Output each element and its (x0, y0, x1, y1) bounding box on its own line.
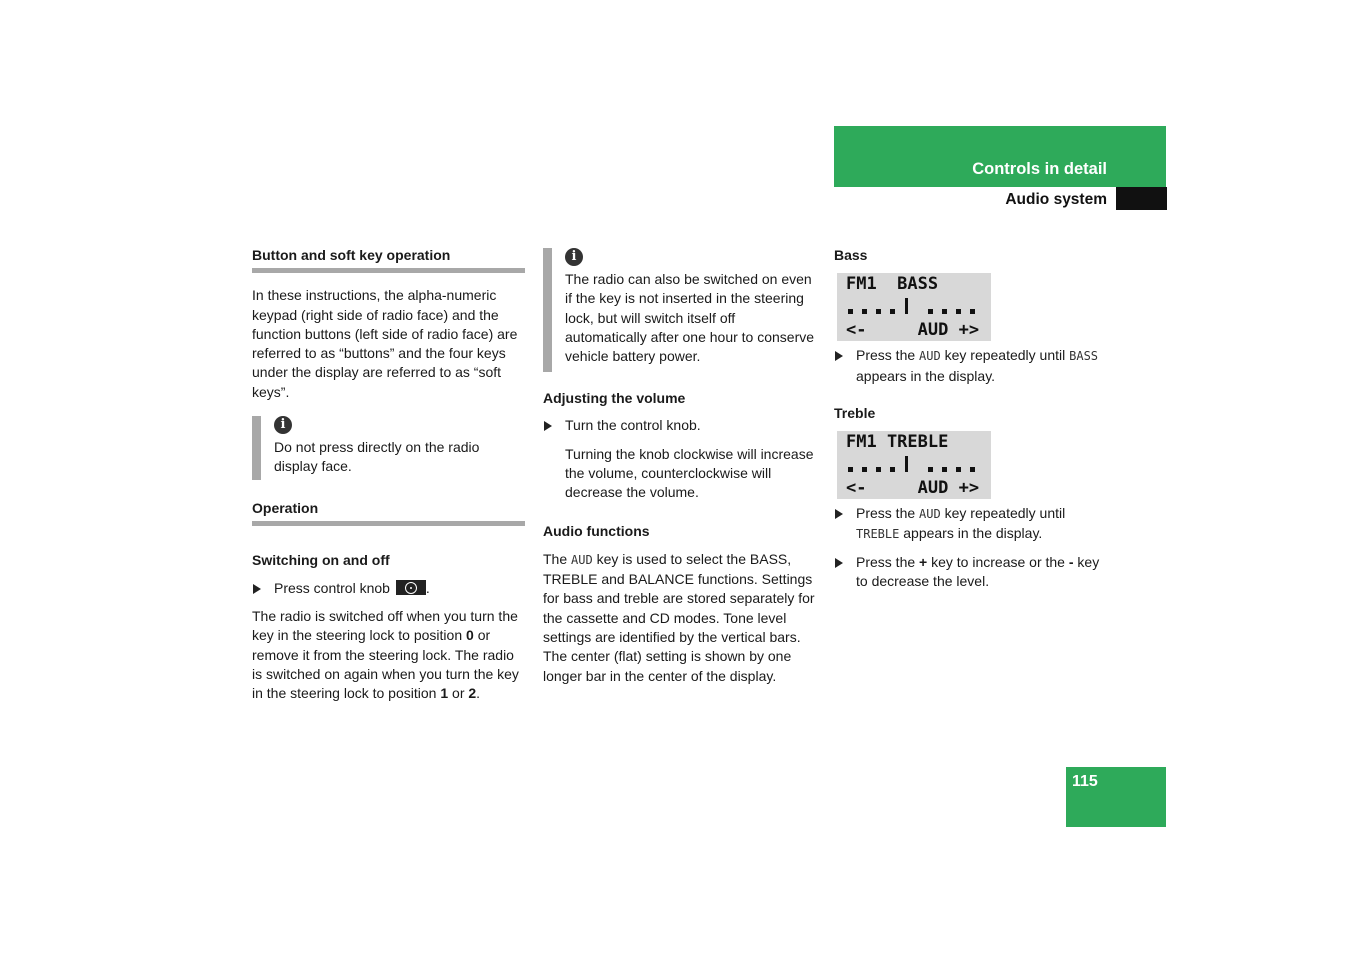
lcd-line-3: <- AUD +> (846, 320, 980, 341)
page-number-box (1066, 767, 1166, 827)
aud-key-label: AUD (919, 349, 941, 364)
info-icon: i (274, 416, 292, 434)
info-bar (543, 248, 552, 372)
lcd-display-bass (837, 273, 991, 341)
text: appears in the display. (899, 525, 1043, 542)
bass-display-label: BASS (1069, 349, 1099, 364)
text: or remove it from the steering lock. The radio is switched on again when you turn the key in the steering lock to position (252, 627, 519, 702)
lcd-display-treble (837, 431, 991, 499)
text: . (476, 685, 481, 702)
aud-key-label: AUD (571, 552, 593, 567)
bullet-arrow-icon (835, 558, 843, 568)
heading-operation: Operation (252, 499, 525, 526)
paragraph-volume: Turning the knob clockwise will increase the volume, counterclockwise will decrease the volume. (565, 445, 814, 501)
info-box-2 (543, 248, 816, 372)
text: key to decrease the level. (856, 553, 1100, 590)
bullet-turn-knob (543, 416, 816, 435)
text: key repeatedly until (940, 347, 1070, 364)
text: key to increase or the (927, 553, 1069, 570)
bullet-arrow-icon (835, 351, 843, 361)
text: or (448, 685, 469, 702)
aud-key-label: AUD (919, 507, 941, 522)
position-1: 1 (440, 685, 449, 702)
bullet-arrow-icon (835, 509, 843, 519)
lcd-center-bar (905, 298, 908, 314)
info-icon: i (565, 248, 583, 266)
column-2 (543, 248, 816, 686)
position-0: 0 (466, 627, 474, 644)
paragraph-switching (252, 607, 525, 703)
section-title: Controls in detail (972, 160, 1107, 178)
heading-audio-functions: Audio functions (543, 523, 650, 540)
position-2: 2 (468, 685, 477, 702)
bullet-end: . (425, 579, 430, 596)
bullet-arrow-icon (253, 584, 261, 594)
bullet-bass (834, 346, 1107, 386)
heading-adjust-volume: Adjusting the volume (543, 390, 686, 406)
text: The (543, 550, 572, 567)
lcd-line-3: <- AUD +> (846, 478, 980, 499)
text: Press the (856, 505, 920, 522)
text: key is used to select the BASS, TREBLE and BALANCE functions. Settings for bass and treble are stored separately for the cassette and CD modes. Tone level settings are identified by the vertical bars. The center (flat) setting is shown by one longer bar in the center of the display. (543, 550, 815, 684)
column-1 (252, 246, 525, 703)
page-number: 115 (1072, 773, 1098, 790)
bullet-arrow-icon (544, 421, 552, 431)
bullet-text: Press control knob (274, 579, 390, 596)
section-subtitle: Audio system (1005, 191, 1107, 208)
bullet-treble (834, 504, 1107, 545)
plus-key: + (919, 553, 928, 570)
text: Press the (856, 553, 920, 570)
bullet-press-knob (252, 579, 525, 598)
paragraph-audio-functions (543, 550, 816, 686)
info-box-1 (252, 416, 525, 480)
bullet-text: Turn the control knob. (565, 417, 701, 434)
minus-key: - (1068, 553, 1074, 570)
column-3 (834, 246, 1107, 591)
control-knob-icon (396, 580, 426, 595)
header-tab-marker (1116, 187, 1167, 210)
info-bar (252, 416, 261, 480)
bullet-level (834, 553, 1107, 592)
text: key repeatedly until (940, 505, 1066, 522)
lcd-line-1: FM1 BASS (846, 274, 939, 295)
treble-display-label: TREBLE (856, 527, 900, 542)
text: appears in the display. (856, 367, 996, 384)
lcd-line-1: FM1 TREBLE (846, 432, 949, 453)
paragraph-buttons: In these instructions, the alpha-numeric keypad (right side of radio face) and the function buttons (left side of radio face) are referred to as “buttons” and the four keys under the display are referred to as “soft keys”. (252, 287, 518, 400)
text: Press the (856, 347, 920, 364)
heading-treble: Treble (834, 404, 876, 421)
heading-switching: Switching on and off (252, 552, 390, 569)
heading-button-soft-key: Button and soft key operation (252, 246, 525, 273)
info-text-1: Do not press directly on the radio display face. (274, 439, 480, 475)
lcd-center-bar (905, 456, 908, 472)
info-text-2: The radio can also be switched on even if the key is not inserted in the steering lock, but will switch itself off automatically after one hour to conserve vehicle battery power. (565, 271, 815, 365)
heading-bass: Bass (834, 247, 868, 263)
text: The radio is switched off when you turn the key in the steering lock to position (252, 607, 518, 644)
